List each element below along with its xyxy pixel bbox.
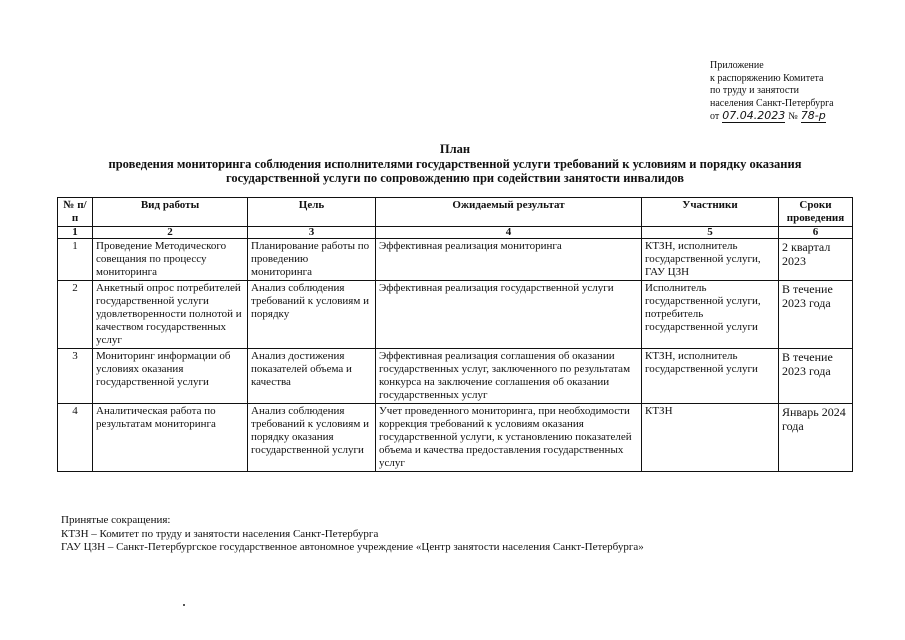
row-participants: КТЗН <box>642 404 779 472</box>
row-deadline: 2 квартал 2023 <box>779 239 853 281</box>
abbreviations-heading: Принятые сокращения: <box>61 514 171 526</box>
row-work: Аналитическая работа по результатам мониторинга <box>93 404 248 472</box>
column-number: 3 <box>248 227 376 239</box>
appendix-line: населения Санкт-Петербурга <box>710 97 834 109</box>
table-row <box>58 349 853 404</box>
row-participants: Исполнитель государственной услуги, потребитель государственной услуги <box>642 281 779 349</box>
from-label: от <box>710 110 720 122</box>
table-header-row <box>58 198 853 227</box>
column-number: 2 <box>93 227 248 239</box>
table-row <box>58 404 853 472</box>
row-participants: КТЗН, исполнитель государственной услуги, ГАУ ЦЗН <box>642 239 779 281</box>
header-result: Ожидаемый результат <box>376 198 642 227</box>
row-result: Эффективная реализация государственной услуги <box>376 281 642 349</box>
row-num: 3 <box>58 349 93 404</box>
row-goal: Анализ соблюдения требований к условиям и порядку <box>248 281 376 349</box>
row-num: 4 <box>58 404 93 472</box>
header-deadline: Сроки проведения <box>779 198 853 227</box>
header-goal: Цель <box>248 198 376 227</box>
appendix-line: по труду и занятости <box>710 85 800 96</box>
row-deadline: В течение 2023 года <box>779 281 853 349</box>
row-num: 2 <box>58 281 93 349</box>
row-goal: Планирование работы по проведению мониторинга <box>248 239 376 281</box>
row-deadline: Январь 2024 года <box>779 404 853 472</box>
number-label: № <box>788 110 798 122</box>
column-number: 4 <box>376 227 642 239</box>
column-number: 6 <box>779 227 853 239</box>
row-result: Эффективная реализация мониторинга <box>376 239 642 281</box>
header-num: № п/п <box>58 198 93 227</box>
plan-table <box>57 197 853 472</box>
appendix-block <box>710 60 880 123</box>
handwritten-date: 07.04.2023 <box>722 109 786 122</box>
column-number-row <box>58 227 853 239</box>
document-title <box>40 142 870 186</box>
column-number: 5 <box>642 227 779 239</box>
appendix-line: к распоряжению Комитета <box>710 72 824 84</box>
abbreviation-item: ГАУ ЦЗН – Санкт-Петербургское государственное автономное учреждение «Центр занятости населения Санкт-Петербурга» <box>61 541 644 553</box>
header-participants: Участники <box>642 198 779 227</box>
row-result: Эффективная реализация соглашения об оказании государственных услуг, заключенного по результатам конкурса на заключение соглашения об оказании государственных услуг <box>376 349 642 404</box>
row-deadline: В течение 2023 года <box>779 349 853 404</box>
row-num: 1 <box>58 239 93 281</box>
title-line-1: проведения мониторинга соблюдения исполнителями государственной услуги требований к условиям и порядку оказания <box>108 156 802 171</box>
abbreviation-item: КТЗН – Комитет по труду и занятости населения Санкт-Петербурга <box>61 527 379 540</box>
abbreviations-block <box>61 514 881 555</box>
header-work: Вид работы <box>93 198 248 227</box>
appendix-date-line <box>710 110 880 123</box>
row-result: Учет проведенного мониторинга, при необходимости коррекция требований к условиям оказания государственной услуги, к установлению показателей объема и качества предоставления государственных услуг <box>376 404 642 472</box>
row-goal: Анализ соблюдения требований к условиям и порядку оказания государственной услуги <box>248 404 376 472</box>
table-row <box>58 239 853 281</box>
row-work: Мониторинг информации об условиях оказания государственной услуги <box>93 349 248 404</box>
handwritten-number: 78-р <box>800 109 826 122</box>
row-work: Анкетный опрос потребителей государственной услуги удовлетворенности полнотой и качеством государственных услуг <box>93 281 248 349</box>
title-main: План <box>439 142 471 156</box>
column-number: 1 <box>58 227 93 239</box>
row-work: Проведение Методического совещания по процессу мониторинга <box>93 239 248 281</box>
table-row <box>58 281 853 349</box>
row-participants: КТЗН, исполнитель государственной услуги <box>642 349 779 404</box>
appendix-line: Приложение <box>710 60 764 71</box>
row-goal: Анализ достижения показателей объема и качества <box>248 349 376 404</box>
scan-speck <box>183 604 185 606</box>
title-line-2: государственной услуги по сопровождению при содействии занятости инвалидов <box>226 171 684 185</box>
